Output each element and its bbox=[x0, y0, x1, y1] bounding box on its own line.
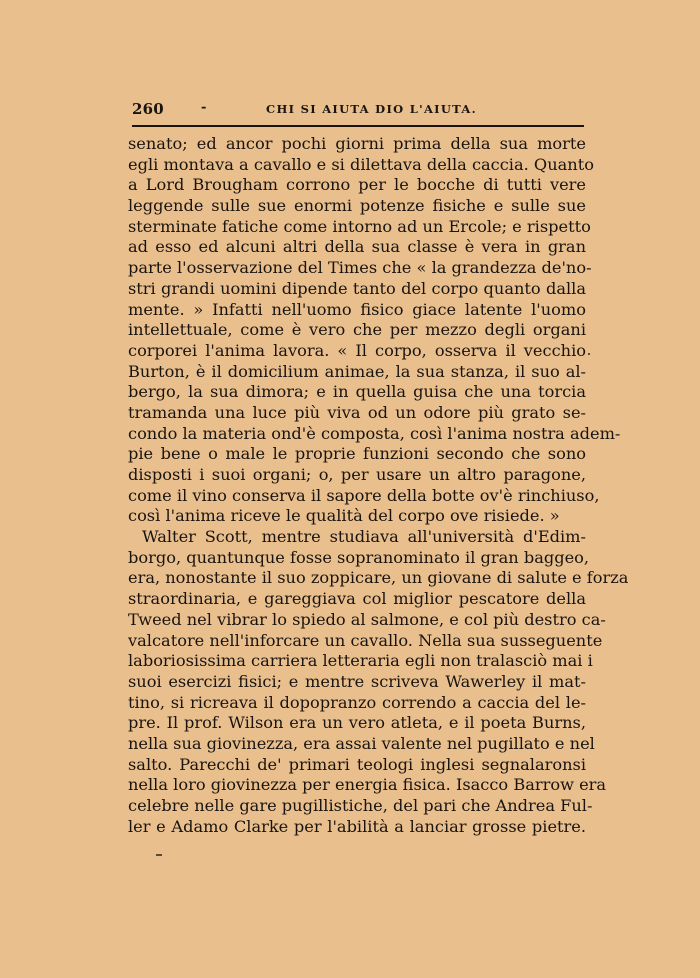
text-line: borgo, quantunque fosse sopranominato il gran baggeo, bbox=[128, 547, 590, 567]
margin-speck bbox=[588, 353, 590, 355]
text-line: come il vino conserva il sapore della botte ov'è rinchiuso, bbox=[128, 485, 600, 505]
text-line: a Lord Brougham corrono per le bocche di tutti vere bbox=[128, 175, 586, 195]
text-line: senato; ed ancor pochi giorni prima della sua morte bbox=[128, 134, 586, 153]
text-line: suoi esercizi fisici; e mentre scriveva Wawerley il mat- bbox=[128, 671, 586, 691]
text-line: pie bene o male le proprie funzioni secondo che sono bbox=[128, 444, 586, 464]
text-line: nella sua giovinezza, era assai valente nel pugillato e nel bbox=[128, 733, 595, 753]
text-line: nella loro giovinezza per energia fisica. Isacco Barrow era bbox=[128, 775, 607, 795]
text-line: Tweed nel vibrar lo spiedo al salmone, e col più destro ca- bbox=[128, 609, 606, 629]
text-line: ad esso ed alcuni altri della sua classe è vera in gran bbox=[128, 237, 586, 257]
text-line: straordinaria, e gareggiava col miglior pescatore della bbox=[128, 589, 586, 609]
body-text bbox=[128, 134, 629, 837]
text-line: intellettuale, come è vero che per mezzo degli organi bbox=[128, 320, 586, 340]
text-line: leggende sulle sue enormi potenze fisiche e sulle sue bbox=[128, 196, 586, 216]
text-line: era, nonostante il suo zoppicare, un giovane di salute e forza bbox=[128, 568, 629, 588]
paragraph-first-line: Walter Scott, mentre studiava all'università d'Edim- bbox=[142, 527, 586, 547]
page-header bbox=[132, 100, 584, 122]
running-head: CHI SI AIUTA DIO L'AIUTA. bbox=[266, 102, 477, 116]
text-line: bergo, la sua dimora; e in quella guisa che una torcia bbox=[128, 382, 586, 402]
text-line: laboriosissima carriera letteraria egli non tralasciò mai i bbox=[128, 651, 593, 671]
stray-ink-mark bbox=[156, 854, 162, 856]
text-line: ler e Adamo Clarke per l'abilità a lanciar grosse pietre. bbox=[128, 816, 586, 836]
text-line: condo la materia ond'è composta, così l'anima nostra adem- bbox=[128, 423, 621, 443]
text-line: sterminate fatiche come intorno ad un Ercole; e rispetto bbox=[128, 216, 591, 236]
text-line: corporei l'anima lavora. « Il corpo, osserva il vecchio bbox=[128, 340, 586, 360]
text-line: Burton, è il domicilium animae, la sua stanza, il suo al- bbox=[128, 361, 586, 381]
text-line: valcatore nell'inforcare un cavallo. Nella sua susseguente bbox=[128, 630, 603, 650]
text-line: pre. Il prof. Wilson era un vero atleta, e il poeta Burns, bbox=[128, 713, 586, 733]
header-rule bbox=[132, 125, 584, 127]
text-line: stri grandi uomini dipende tanto del corpo quanto dalla bbox=[128, 278, 586, 298]
text-line: parte l'osservazione del Times che « la grandezza de'no- bbox=[128, 258, 592, 278]
text-line: mente. » Infatti nell'uomo fisico giace latente l'uomo bbox=[128, 299, 586, 319]
text-line: tino, si ricreava il dopopranzo correndo a caccia del le- bbox=[128, 692, 586, 712]
text-line: tramanda una luce più viva od un odore più grato se- bbox=[128, 402, 586, 422]
paragraph-end-line: così l'anima riceve le qualità del corpo ove risiede. » bbox=[128, 506, 560, 526]
text-line: disposti i suoi organi; o, per usare un altro paragone, bbox=[128, 465, 586, 484]
text-line: salto. Parecchi de' primari teologi inglesi segnalaronsi bbox=[128, 754, 586, 774]
header-dash: - bbox=[201, 100, 207, 115]
text-line: celebre nelle gare pugillistiche, del pari che Andrea Ful- bbox=[128, 796, 593, 815]
page-number: 260 bbox=[132, 100, 164, 118]
text-line: egli montava a cavallo e si dilettava della caccia. Quanto bbox=[128, 154, 594, 174]
